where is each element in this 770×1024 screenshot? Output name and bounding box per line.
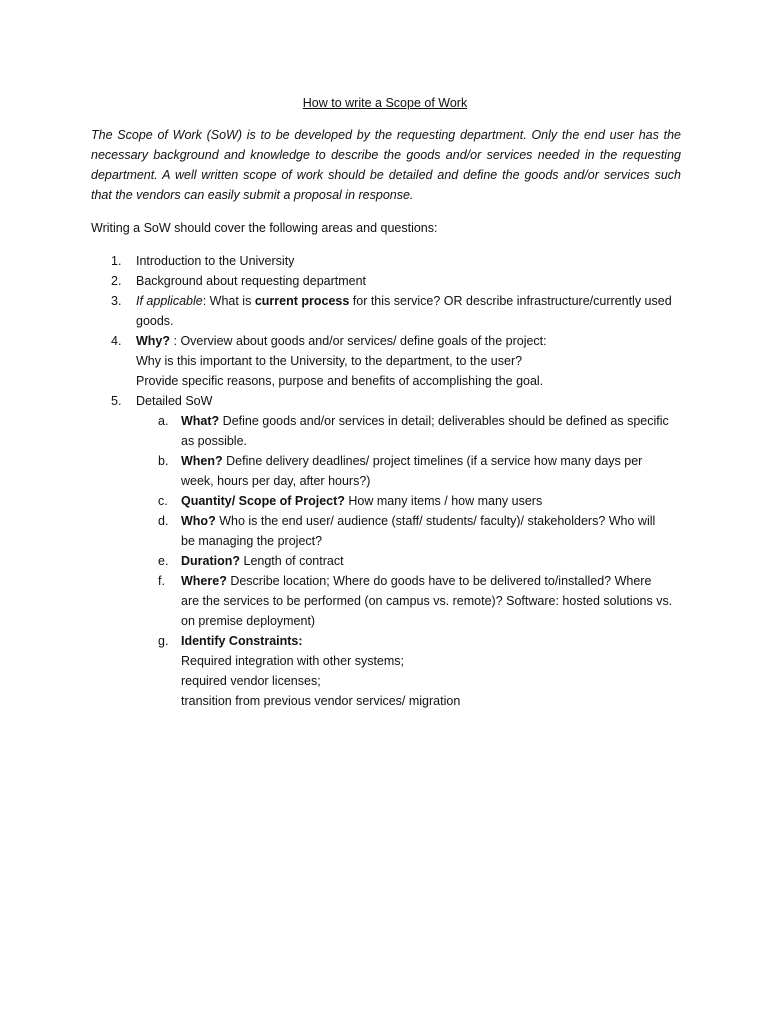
text-segment: How many items / how many users — [344, 494, 543, 508]
sub-item-text — [181, 511, 655, 531]
sub-item-text — [181, 571, 651, 591]
sub-item-letter: c. — [158, 494, 168, 508]
list-item-text — [136, 291, 672, 311]
text-segment: Describe location; Where do goods have to be delivered to/installed? Where — [226, 574, 652, 588]
bold-term: Who? — [181, 514, 216, 528]
list-item-text: Background about requesting department — [136, 274, 367, 288]
sub-item-letter: f. — [158, 574, 165, 588]
bold-term: Where? — [181, 574, 227, 588]
intro-paragraph: The Scope of Work (SoW) is to be developed by the requesting department. Only the end user has the necessary background and knowledge to describe the goods and/or services needed in the requesting department. A well written scope of work should be detailed and define the goods and/or services such that the vendors can easily submit a proposal in response. — [91, 128, 681, 202]
bold-term: What? — [181, 414, 220, 428]
sub-item-continuation: required vendor licenses; — [181, 674, 321, 688]
bold-term: current process — [254, 294, 350, 308]
text-segment: Define delivery deadlines/ project timelines (if a service how many days per — [222, 454, 643, 468]
sub-item-letter: b. — [158, 454, 169, 468]
sub-item-text — [181, 451, 642, 471]
text-segment: : What is — [202, 294, 255, 308]
page-title: How to write a Scope of Work — [302, 96, 468, 110]
text-segment: for this service? OR describe infrastructure/currently used — [349, 294, 672, 308]
list-item-number: 2. — [111, 274, 122, 288]
sub-item-continuation: on premise deployment) — [181, 614, 316, 628]
list-item-continuation: goods. — [136, 314, 174, 328]
sub-item-text — [181, 631, 303, 651]
lead-sentence: Writing a SoW should cover the following areas and questions: — [91, 221, 438, 235]
list-item-number: 4. — [111, 334, 122, 348]
text-segment: Who is the end user/ audience (staff/ students/ faculty)/ stakeholders? Who will — [215, 514, 656, 528]
sub-item-continuation: week, hours per day, after hours?) — [181, 474, 371, 488]
bold-term: Duration? — [181, 554, 241, 568]
sub-item-continuation: Required integration with other systems; — [181, 654, 405, 668]
sub-item-letter: d. — [158, 514, 169, 528]
sub-item-continuation: are the services to be performed (on campus vs. remote)? Software: hosted solutions vs. — [181, 594, 673, 608]
list-item-text: Detailed SoW — [136, 394, 213, 408]
sub-item-continuation: be managing the project? — [181, 534, 323, 548]
sub-item-continuation: as possible. — [181, 434, 248, 448]
text-segment: Define goods and/or services in detail; deliverables should be defined as specific — [219, 414, 669, 428]
list-item-number: 1. — [111, 254, 122, 268]
sub-item-continuation: transition from previous vendor services/ migration — [181, 694, 461, 708]
sub-item-letter: g. — [158, 634, 169, 648]
bold-term: Why? — [136, 334, 171, 348]
text-segment: Length of contract — [240, 554, 344, 568]
sub-item-letter: e. — [158, 554, 169, 568]
list-item-continuation: Provide specific reasons, purpose and benefits of accomplishing the goal. — [136, 374, 544, 388]
sub-item-letter: a. — [158, 414, 169, 428]
bold-term: When? — [181, 454, 223, 468]
text-segment: : Overview about goods and/or services/ define goals of the project: — [170, 334, 547, 348]
list-item-number: 5. — [111, 394, 122, 408]
sub-item-text — [181, 491, 542, 511]
bold-term: Quantity/ Scope of Project? — [181, 494, 345, 508]
sub-item-text — [181, 411, 669, 431]
list-item-text: Introduction to the University — [136, 254, 295, 268]
italic-term: If applicable — [136, 294, 203, 308]
list-item-continuation: Why is this important to the University, to the department, to the user? — [136, 354, 523, 368]
sub-item-text — [181, 551, 344, 571]
list-item-text — [136, 331, 547, 351]
bold-term: Identify Constraints: — [181, 634, 303, 648]
list-item-number: 3. — [111, 294, 122, 308]
